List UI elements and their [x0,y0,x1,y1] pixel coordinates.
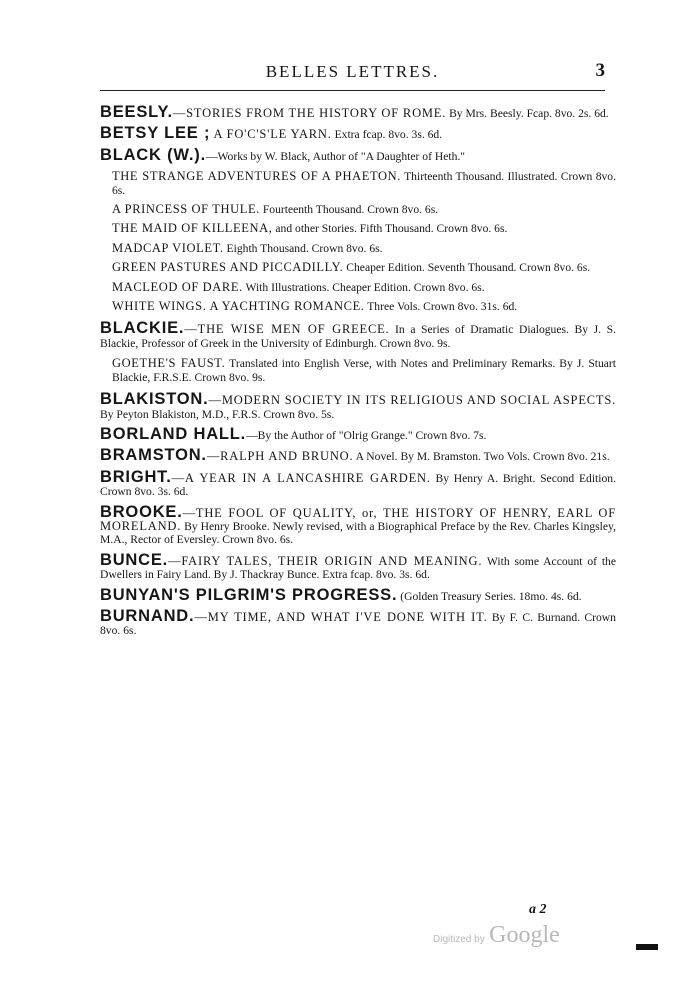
sub-entry-title: MACLEOD OF DARE. [112,279,243,294]
entry-author: BRIGHT. [100,467,172,486]
catalogue-entry [100,124,616,143]
sub-entry-description: Eighth Thousand. Crown 8vo. 6s. [223,241,383,255]
sub-entry-title: A PRINCESS OF THULE. [112,202,260,217]
sub-entry-title: WHITE WINGS. A YACHTING ROMANCE. [112,299,365,314]
entry-description: By F. C. Burnand. Crown 8vo. 6s. [100,610,616,638]
sub-entry [112,281,616,294]
entry-author: BUNCE. [100,550,169,569]
entry-description: With some Account of the Dwellers in Fairy Land. By J. Thackray Bunce. Extra fcap. 8vo. 3s. 6d. [100,554,617,582]
entry-author: BROOKE. [100,502,183,521]
sub-entry [112,222,616,235]
sub-entry-title: THE STRANGE ADVENTURES OF A PHAETON. [112,169,401,184]
catalogue-entry [100,424,616,443]
entry-description: By Peyton Blakiston, M.D., F.R.S. Crown 8vo. 5s. [100,407,335,421]
entry-description: —By the Author of "Olrig Grange." Crown 8vo. 7s. [246,428,487,442]
catalogue-entry [100,585,616,604]
running-head: BELLES LETTRES. [265,62,440,81]
catalogue-entry [100,467,616,499]
page-header [100,60,605,91]
catalogue-entry [100,319,616,350]
entry-description: By Henry A. Bright. Second Edition. Crown 8vo. 3s. 6d. [100,471,616,499]
sub-entry-title: THE MAID OF KILLEENA, [112,221,273,236]
entry-description: Extra fcap. 8vo. 3s. 6d. [331,128,443,142]
entry-author: BRAMSTON. [100,446,207,465]
sub-entry [112,170,616,197]
entry-author: BORLAND HALL. [100,424,247,443]
entry-author: BURNAND. [100,606,195,625]
catalogue-entry [100,606,616,638]
catalogue-entry [100,446,616,465]
page-number: 3 [595,60,605,81]
entry-title: —THE WISE MEN OF GREECE. [184,322,390,337]
entry-author: BLACK (W.). [100,145,206,164]
sub-entry-description: Cheaper Edition. Seventh Thousand. Crown 8vo. 6s. [343,261,591,275]
sub-entry-description: Thirteenth Thousand. Illustrated. Crown 8vo. 6s. [112,170,616,197]
entry-author: BETSY LEE ; [100,124,211,143]
signature-mark: a 2 [529,902,547,917]
sub-entry [112,261,616,274]
entry-author: BLACKIE. [100,319,185,338]
entry-title: —STORIES FROM THE HISTORY OF ROME. [172,106,447,120]
entry-title: A FO'C'S'LE YARN. [210,127,332,142]
catalogue-entry [100,145,616,164]
sub-entry [112,203,616,216]
catalogue-entry [100,390,616,421]
sub-entry-description: Three Vols. Crown 8vo. 31s. 6d. [364,300,518,314]
sub-entry-description: Fourteenth Thousand. Crown 8vo. 6s. [259,203,439,217]
sub-entry-description: Translated into English Verse, with Notes and Preliminary Remarks. By J. Stuart Blackie, F.R.S.E. Crown 8vo. 9s. [112,357,617,384]
entry-title: —RALPH AND BRUNO. [206,449,354,464]
digitized-prefix: Digitized by [433,934,485,945]
entry-title: —A YEAR IN A LANCASHIRE GARDEN. [171,470,431,485]
catalogue-list [100,103,617,645]
entry-title: —MODERN SOCIETY IN ITS RELIGIOUS AND SOCIAL ASPECTS. [208,393,616,408]
entry-title: —FAIRY TALES, THEIR ORIGIN AND MEANING. [168,553,483,568]
entry-description: By Henry Brooke. Newly revised, with a Biographical Preface by the Rev. Charles Kingsley, M.A., Rector of Eversley. Crown 8vo. 6s. [100,519,616,547]
page-edge-mark [636,944,658,950]
google-logo: Google [489,922,560,948]
entry-description: In a Series of Dramatic Dialogues. By J. S. Blackie, Professor of Greek in the University of Edinburgh. Crown 8vo. 9s. [100,323,616,350]
sub-entry-description: and other Stories. Fifth Thousand. Crown 8vo. 6s. [272,222,508,236]
entry-description: (Golden Treasury Series. 18mo. 4s. 6d. [397,589,582,603]
sub-entry-title: MADCAP VIOLET. [112,240,224,255]
entry-title: —THE FOOL OF QUALITY, or, THE HISTORY OF HENRY, EARL OF MORELAND. [100,505,616,533]
entry-author: BEESLY. [100,103,173,121]
sub-entry-title: GOETHE'S FAUST. [112,356,226,371]
catalogue-entry [100,502,616,547]
sub-entry [112,357,616,384]
entry-title: —MY TIME, AND WHAT I'VE DONE WITH IT. [194,609,488,624]
sub-entry-description: With Illustrations. Cheaper Edition. Crown 8vo. 6s. [242,280,485,294]
sub-entry [112,300,616,313]
entry-description: —Works by W. Black, Author of "A Daughter of Heth." [205,149,466,163]
sub-entry [112,242,616,255]
entry-description: By Mrs. Beesly. Fcap. 8vo. 2s. 6d. [446,107,609,120]
digitized-watermark [433,922,560,949]
catalogue-entry [100,550,617,582]
entry-description: A Novel. By M. Bramston. Two Vols. Crown 8vo. 21s. [353,450,610,464]
entry-author: BLAKISTON. [100,390,209,409]
catalogue-entry [100,103,616,121]
sub-entry-title: GREEN PASTURES AND PICCADILLY. [112,260,344,275]
entry-author: BUNYAN'S PILGRIM'S PROGRESS. [100,585,398,604]
